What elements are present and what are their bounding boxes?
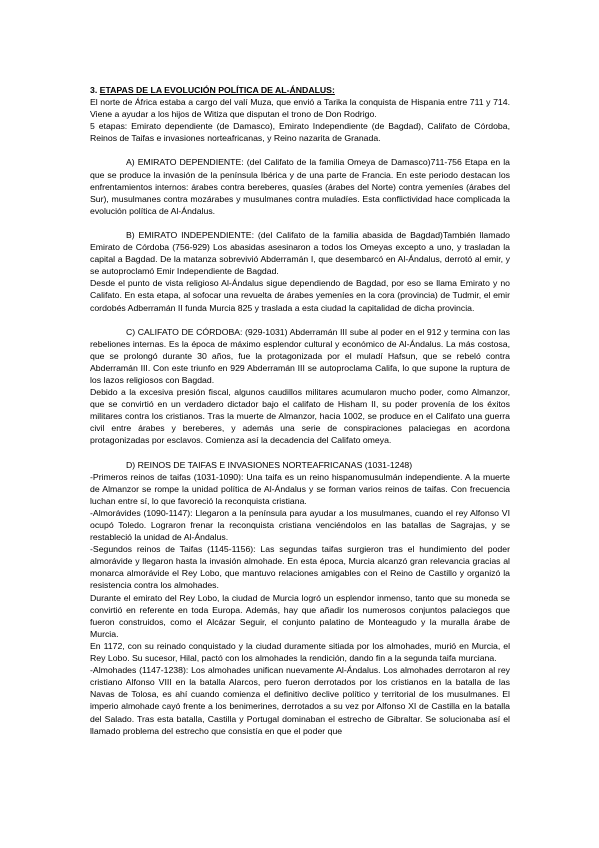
heading-title: ETAPAS DE LA EVOLUCIÓN POLÍTICA DE AL-ÁNDALUS: <box>99 85 335 95</box>
section-c-paragraph <box>90 326 510 386</box>
section-c-paragraph: Debido a la excesiva presión fiscal, algunos caudillos militares acumularon mucho poder, como Almanzor, que se convirtió en un verdadero dictador bajo el califato de Hisham II, su poder provenía de los éxitos militares contra los cristianos. Tras la muerte de Almanzor, hacia 1002, se produce en el Califato una guerra civil entre árabes y bereberes, y además una serie de conspiraciones palaciegas en acordona protagonizadas por esclavos. Comienza así la decadencia del Califato omeya. <box>90 387 510 446</box>
spacer <box>90 144 510 156</box>
section-b-paragraph <box>90 229 510 277</box>
spacer <box>90 447 510 459</box>
document-body <box>90 84 510 737</box>
section-b-title: B) EMIRATO INDEPENDIENTE: <box>126 229 254 240</box>
section-c-title: C) CALIFATO DE CÓRDOBA: <box>126 326 243 337</box>
intro-paragraph: El norte de África estaba a cargo del valí Muza, que envió a Tarika la conquista de Hispania entre 711 y 714. Viene a ayudar a los hijos de Witiza que disputan el trono de Don Rodrigo. <box>90 97 510 120</box>
section-d-paragraph: -Almohades (1147-1238): Los almohades unifican nuevamente Al-Ándalus. Los almohades derrotaron al rey cristiano Alfonso VIII en la batalla Alarcos, pero fueron derrotados por los cristianos en la batalla de las Navas de Tolosa, es ahí cuando comienza el definitivo declive político y territorial de los musulmanes. El imperio almohade cayó frente a los benimerines, derrotados a su vez por Alfonso XI de Castilla en la batalla del Salado. Tras esta batalla, Castilla y Portugal dominaban el estrecho de Gibraltar. Se solucionaba así el llamado problema del estrecho que consistía en que el poder que <box>90 665 510 736</box>
intro-paragraph: 5 etapas: Emirato dependiente (de Damasco), Emirato Independiente (de Bagdad), Califato de Córdoba, Reinos de Taifas e invasiones norteafricanas, y Reino nazarita de Granada. <box>90 121 510 144</box>
section-a-text: (del Califato de la familia Omeya de Damasco)711-756 Etapa en la que se produce la invasión de la península Ibérica y de una parte de Francia. En este periodo destacan los enfrentamientos internos: árabes contra bereberes, quasíes (árabes del Norte) contra yemeníes (árabes del Sur), musulmanes contra mozárabes y musulmanes contra muladíes. Esta conflictividad hace complicada la evolución política de Al-Ándalus. <box>90 157 510 216</box>
section-c-text: (929-1031) Abderramán III sube al poder en el 912 y termina con las rebeliones internas. Es la época de máximo esplendor cultural y económico de Al-Ándalus. La más costosa, que se prolongó durante 30 años, fue la protagonizada por el muladí Hafsun, que se rebeló contra Abderramán III. Con este triunfo en 929 Abderramán III se autoproclama Califa, lo que supone la ruptura de los lazos religiosos con Bagdad. <box>90 326 510 385</box>
section-d-paragraph: Durante el emirato del Rey Lobo, la ciudad de Murcia logró un esplendor inmenso, tanto que su moneda se convirtió en referente en toda Europa. Además, hay que añadir los numerosos conjuntos palaciegos que fueron construidos, como el Alcázar Seguir, el conjunto palatino de Monteagudo y la muralla árabe de Murcia. <box>90 592 510 639</box>
section-d-paragraph: -Primeros reinos de taifas (1031-1090): Una taifa es un reino hispanomusulmán independiente. A la muerte de Almanzor se rompe la unidad política de Al-Ándalus y se forman varios reinos de taifas. Con frecuencia luchan entre sí, lo que favoreció la reconquista cristiana. <box>90 471 510 506</box>
section-d-paragraph: -Almorávides (1090-1147): Llegaron a la península para ayudar a los musulmanes, cuando el rey Alfonso VI ocupó Toledo. Lograron frenar la reconquista cristiana venciéndolos en las batallas de Sagrajas, y se restableció la unidad de Al-Ándalus. <box>90 507 510 543</box>
section-heading <box>90 84 510 96</box>
section-b-paragraph: Desde el punto de vista religioso Al-Ándalus sigue dependiendo de Bagdad, por eso se llama Emirato y no Califato. En esta etapa, al sofocar una revuelta de árabes yemeníes en la cora (provincia) de Tudmir, el emir cordobés Adberramán II funda Murcia 825 y traslada a esta ciudad la capitalidad de dicha provincia. <box>90 278 510 313</box>
section-d-title: D) REINOS DE TAIFAS E INVASIONES NORTEAFRICANAS (1031-1248) <box>126 459 413 470</box>
section-b-text: (del Califato de la familia abasida de Bagdad)También llamado Emirato de Córdoba (756-929) Los abasidas asesinaron a todos los Omeyas excepto a uno, y trasladan la capital a Bagdad. De la matanza sobrevivió Abderramán I, que desembarcó en Al-Ándalus, derrotó al emir, y se autoproclamó Emir Independiente de Bagdad. <box>90 229 510 277</box>
section-a-paragraph <box>90 156 510 216</box>
section-a-title: A) EMIRATO DEPENDIENTE: <box>126 157 244 168</box>
spacer <box>90 217 510 229</box>
section-d-paragraph: -Segundos reinos de Taifas (1145-1156): Las segundas taifas surgieron tras el hundimiento del poder almorávide y llegaron hasta la invasión almohade. En esta época, Murcia alcanzó gran relevancia gracias al monarca almorávide el Rey Lobo, que mantuvo relaciones amigables con el Reino de Castillo y organizó la resistencia contra los almohades. <box>90 544 510 591</box>
spacer <box>90 314 510 326</box>
section-d-paragraph: En 1172, con su reinado conquistado y la ciudad duramente sitiada por los almohades, murió en Murcia, el Rey Lobo. Su sucesor, Hilal, pactó con los almohades la rendición, dando fin a la segunda taifa murciana. <box>90 640 510 664</box>
heading-number: 3. <box>90 85 98 95</box>
